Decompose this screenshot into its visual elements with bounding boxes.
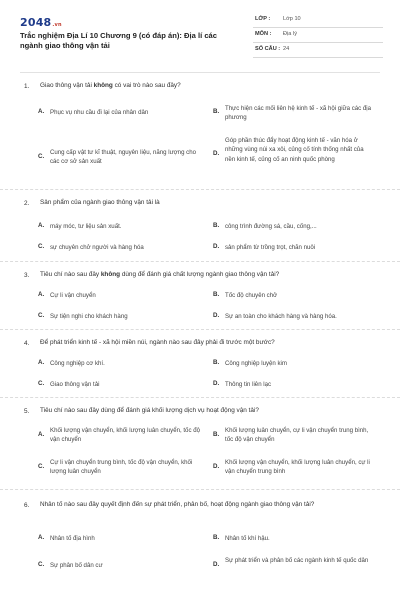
meta-label: LỚP : — [255, 16, 271, 22]
question-1 — [0, 72, 400, 190]
question-list — [0, 72, 400, 600]
question-text: Tiêu chí nào sau đây không dùng để đánh giá chất lượng ngành giao thông vận tải? — [40, 271, 280, 278]
option-letter: D. — [213, 463, 220, 470]
option-text: Sự phát triển và phân bố các ngành kinh tế quốc dân — [225, 557, 369, 564]
option-text: Góp phần thúc đẩy hoạt động kinh tế - văn hóa ở những vùng núi xa xôi, củng cố tính thống nhất của nền kinh tế, củng cố an ninh quốc phòng — [225, 137, 364, 163]
question-text: Nhân tố nào sau đây quyết định đến sự phát triển, phân bố, hoạt động ngành giao thông vận tải? — [40, 501, 315, 508]
page-title: Trắc nghiệm Địa Lí 10 Chương 9 (có đáp án): Địa lí các ngành giao thông vận tải — [20, 31, 217, 50]
option-letter: B. — [213, 431, 220, 438]
meta-value: Lớp 10 — [283, 16, 301, 22]
option-letter: A. — [38, 291, 45, 298]
meta-row-count — [253, 43, 383, 58]
site-logo[interactable] — [20, 16, 62, 29]
option-letter: A. — [38, 222, 45, 229]
option-letter: B. — [213, 291, 220, 298]
option-text: Cung cấp vật tư kĩ thuật, nguyên liệu, năng lượng cho các cơ sở sản xuất — [50, 149, 196, 166]
logo-suffix: .vn — [52, 22, 62, 28]
option-text: sản phẩm từ trồng trọt, chăn nuôi — [225, 244, 316, 251]
option-letter: B. — [213, 222, 220, 229]
question-number: 2. — [24, 200, 30, 207]
option-text: Sự phân bố dân cư — [50, 562, 103, 569]
option-text: Sự an toàn cho khách hàng và hàng hóa. — [225, 313, 337, 320]
question-text: Để phát triển kinh tế - xã hội miền núi, ngành nào sau đây phải đi trước một bước? — [40, 339, 275, 346]
meta-label: MÔN : — [255, 31, 272, 37]
option-text: Nhân tố khí hậu. — [225, 535, 270, 542]
option-text: Phục vụ nhu cầu đi lại của nhân dân — [50, 109, 149, 116]
meta-table — [253, 13, 383, 58]
option-text: Giao thông vận tải — [50, 381, 100, 388]
logo-main: 2048 — [20, 16, 52, 29]
option-text: Công nghiệp cơ khí. — [50, 360, 105, 367]
option-letter: B. — [213, 108, 220, 115]
question-number: 4. — [24, 340, 30, 347]
option-text: Công nghiệp luyện kim — [225, 360, 287, 367]
question-5 — [0, 398, 400, 490]
option-text: Cự li vận chuyển trung bình, tốc độ vận chuyển, khối lượng luân chuyển — [50, 459, 193, 476]
option-letter: D. — [213, 561, 220, 568]
option-letter: A. — [38, 108, 45, 115]
option-letter: C. — [38, 380, 45, 387]
option-text: Cự li vận chuyển — [50, 292, 96, 299]
option-text: Khối lượng vận chuyển, khối lượng luân chuyển, tốc độ vận chuyển — [50, 427, 200, 444]
option-text: Khối lượng luân chuyển, cự li vận chuyển trung bình, tốc độ vận chuyển — [225, 427, 369, 444]
meta-row-subject — [253, 28, 383, 43]
option-text: công trình đường sá, cầu, cống,... — [225, 223, 317, 230]
question-text: Sản phẩm của ngành giao thông vận tải là — [40, 199, 160, 206]
question-number: 6. — [24, 502, 30, 509]
question-3 — [0, 262, 400, 330]
option-letter: D. — [213, 150, 220, 157]
meta-row-class — [253, 13, 383, 28]
emphasis: không — [100, 271, 121, 278]
option-text: Tốc độ chuyên chở — [225, 292, 278, 299]
option-text: sự chuyên chở người và hàng hóa — [50, 244, 144, 251]
option-letter: B. — [213, 534, 220, 541]
question-2 — [0, 190, 400, 262]
question-6 — [0, 490, 400, 600]
option-letter: C. — [38, 561, 45, 568]
question-number: 5. — [24, 408, 30, 415]
option-letter: D. — [213, 243, 220, 250]
option-text: Khối lượng vận chuyển, khối lượng luân chuyển, cự li vận chuyển trung bình — [225, 459, 370, 476]
option-letter: C. — [38, 243, 45, 250]
option-letter: C. — [38, 463, 45, 470]
meta-value: 24 — [283, 46, 290, 52]
question-number: 3. — [24, 272, 30, 279]
option-letter: C. — [38, 312, 45, 319]
meta-value: Địa lý — [283, 31, 297, 37]
option-letter: A. — [38, 534, 45, 541]
emphasis: không — [93, 82, 113, 89]
option-letter: A. — [38, 431, 45, 438]
option-text: Nhân tố địa hình — [50, 535, 95, 542]
option-text: Sự tiện nghi cho khách hàng — [50, 313, 128, 320]
question-text: Giao thông vận tải không có vai trò nào sau đây? — [40, 82, 181, 89]
option-letter: D. — [213, 312, 220, 319]
option-text: máy móc, tư liệu sản xuất. — [50, 223, 122, 230]
option-letter: C. — [38, 153, 45, 160]
option-letter: A. — [38, 359, 45, 366]
question-text: Tiêu chí nào sau đây dùng để đánh giá khối lượng dịch vụ hoạt động vận tải? — [40, 407, 259, 414]
option-text: Thực hiện các mối liên hệ kinh tế - xã hội giữa các địa phương — [225, 105, 372, 122]
option-text: Thông tin liên lạc — [225, 381, 272, 388]
option-letter: B. — [213, 359, 220, 366]
document-header — [0, 0, 400, 72]
question-4 — [0, 330, 400, 398]
question-number: 1. — [24, 83, 30, 90]
meta-label: SỐ CÂU : — [255, 46, 281, 52]
option-letter: D. — [213, 380, 220, 387]
